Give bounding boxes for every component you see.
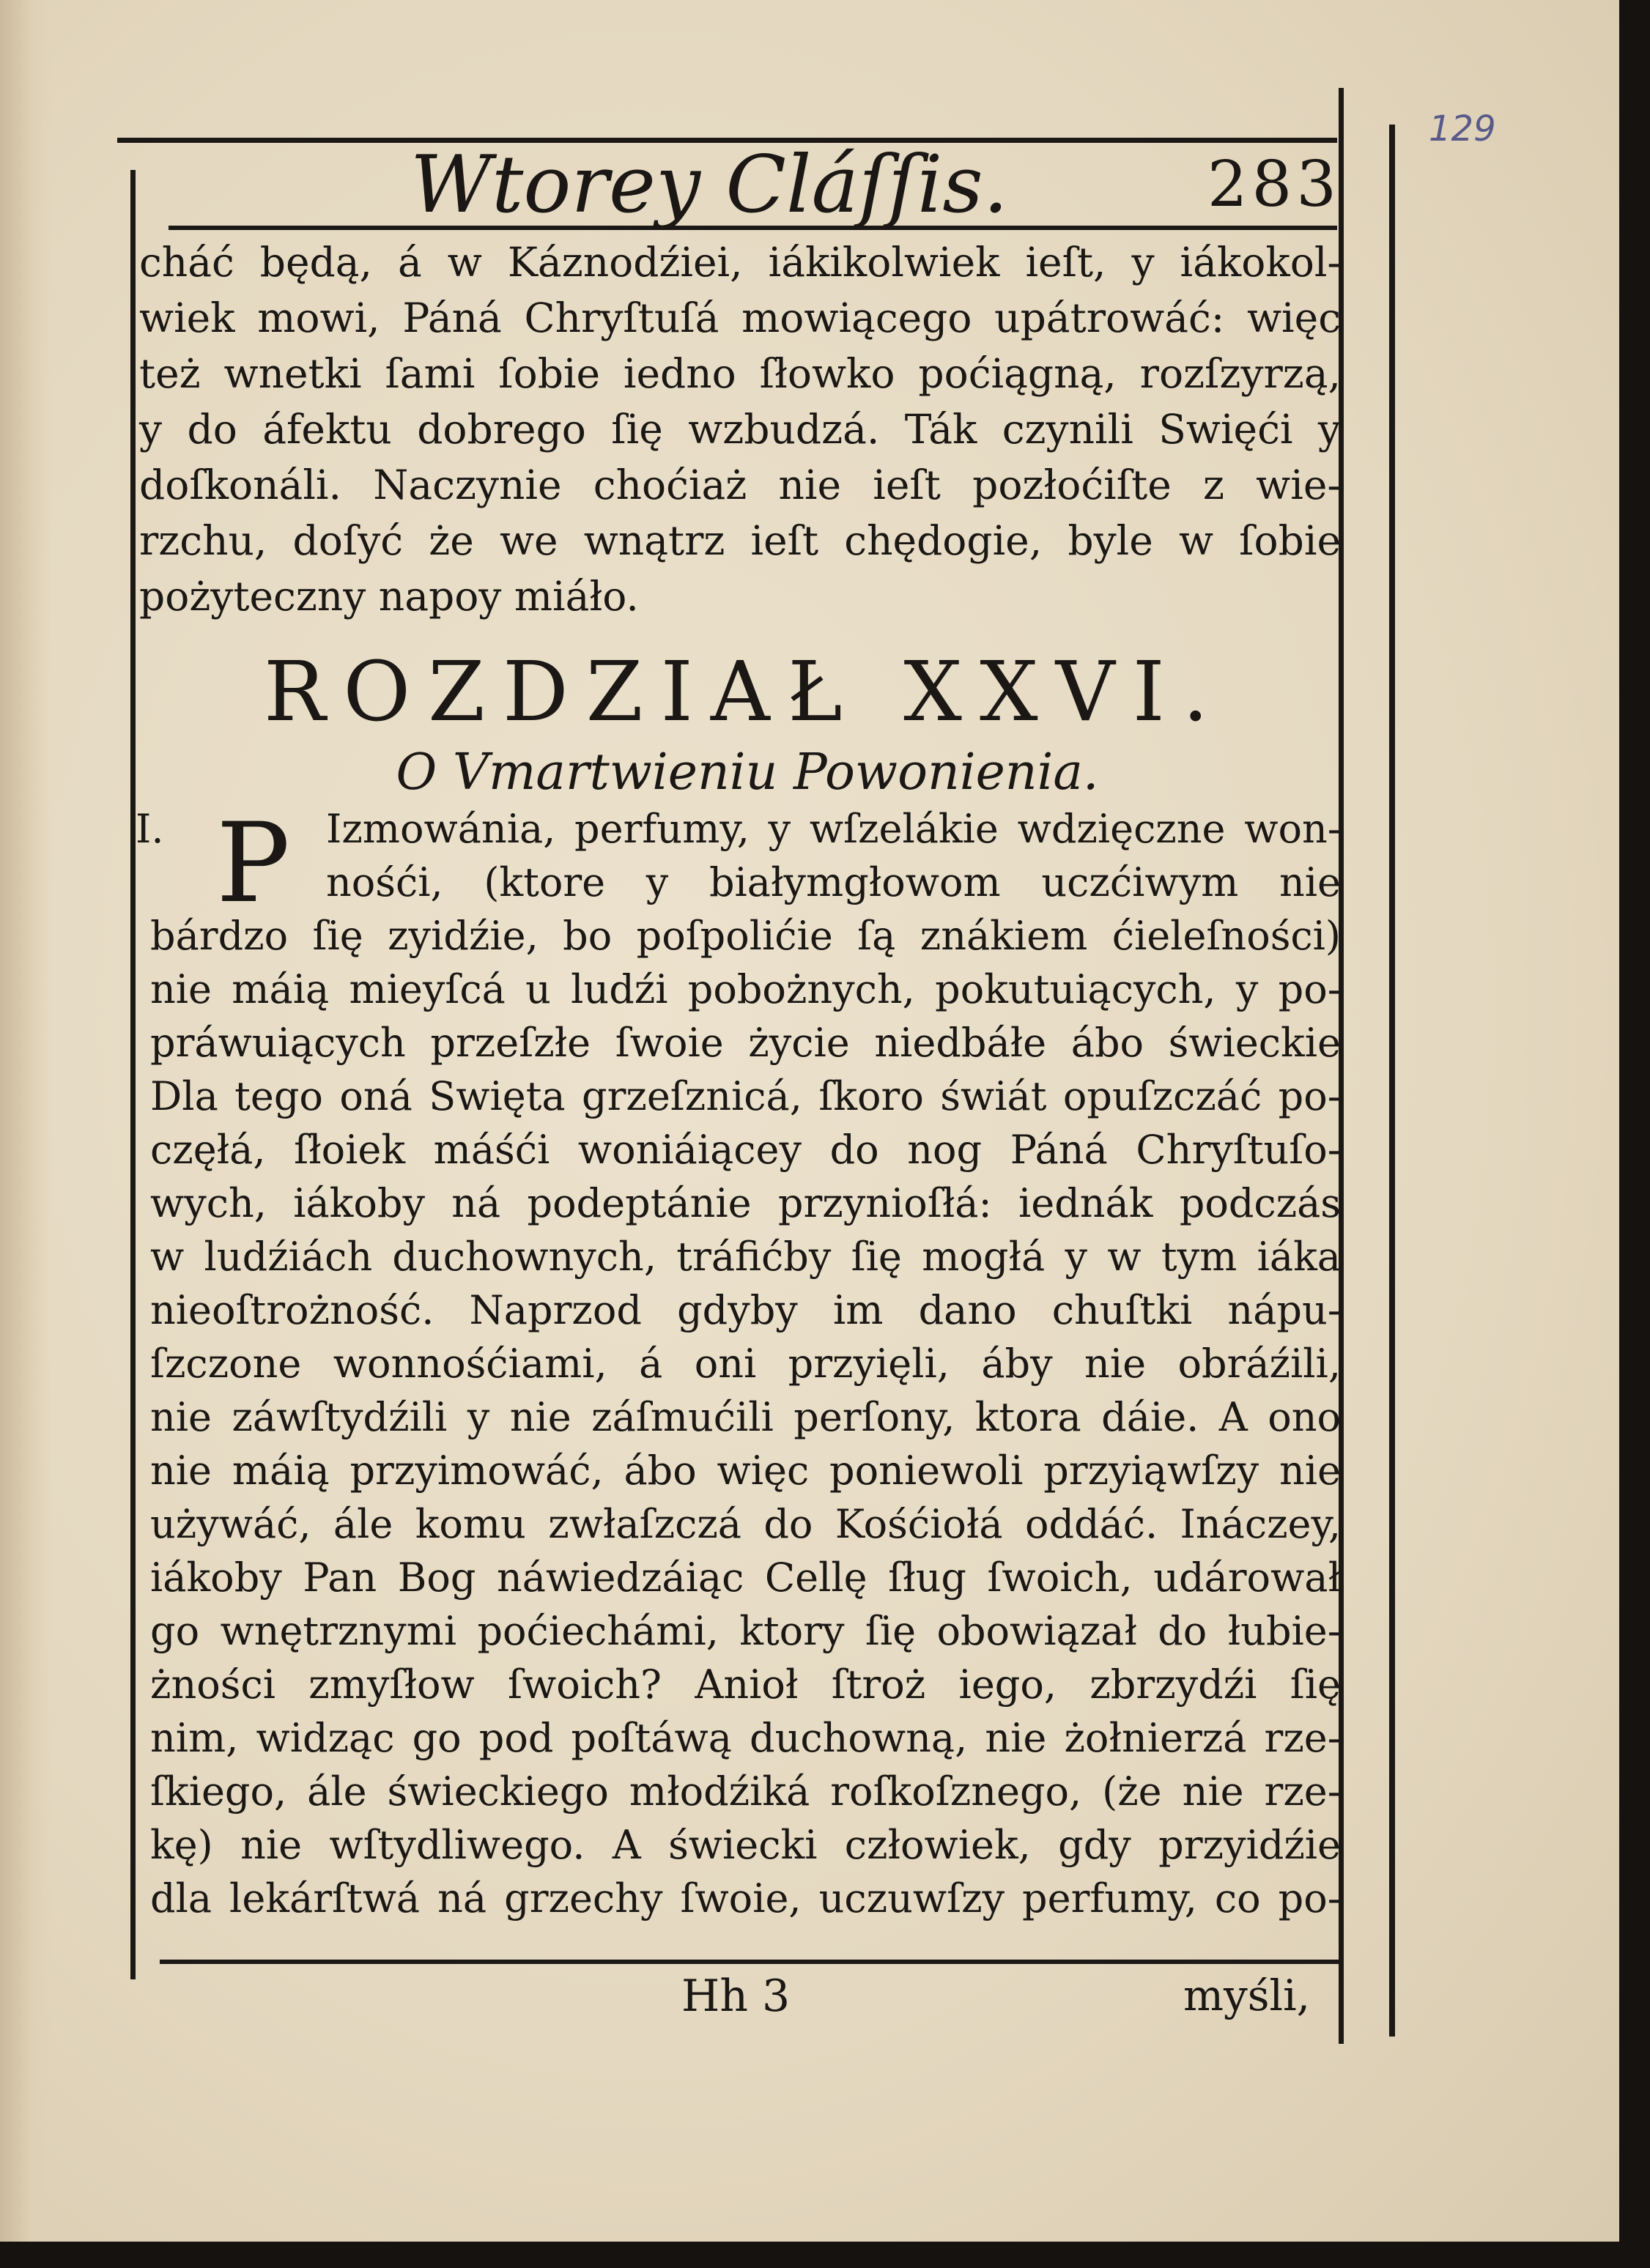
folio-annotation: 129	[1429, 108, 1496, 149]
chapter-heading: ROZDZIAŁ XXVI.	[264, 645, 1227, 740]
text-line: używáć, ále komu zwłaſzczá do Kośćiołá oddáć. Ináczey,	[150, 1501, 1341, 1547]
drop-capital: P	[216, 800, 290, 927]
text-line: ſzczone wonnośćiami, á oni przyięli, áby nie obráźili,	[150, 1341, 1341, 1387]
text-line: nośći, (ktore y białymgłowom uczćiwym nie	[326, 859, 1341, 905]
text-line: go wnętrznymi poćiechámi, ktory ſię obowiązał do łubie-	[150, 1608, 1341, 1654]
text-line: w ludźiách duchownych, tráfićby ſię mogłá y w tym iáka	[150, 1234, 1341, 1280]
text-line: nieoſtrożność. Naprzod gdyby im dano chuſtki nápu-	[150, 1287, 1341, 1333]
text-line: częłá, ſłoiek máśći woniáiącey do nog Páná Chryſtuſo-	[150, 1127, 1341, 1173]
continued-text	[139, 234, 1341, 624]
text-line: żności zmyſłow ſwoich? Anioł ſtroż iego, zbrzydźi ſię	[150, 1661, 1341, 1708]
text-line: wiek mowi, Páná Chryſtuſá mowiącego upátrowáć: więc	[139, 294, 1341, 341]
text-line: nim, widząc go pod poſtáwą duchowną, nie żołnierzá rze-	[150, 1715, 1341, 1761]
text-line: dla lekárſtwá ná grzechy ſwoie, uczuwſzy perfumy, co po-	[150, 1875, 1341, 1922]
paragraph	[136, 800, 1341, 1925]
text-line: nie máią mieyſcá u ludźi pobożnych, pokutuiących, y po-	[150, 966, 1341, 1012]
text-line: y do áfektu dobrego ſię wzbudzá. Ták czynili Swięći y	[139, 406, 1341, 453]
page-number: 283	[1207, 148, 1341, 221]
text-line: iákoby Pan Bog náwiedzáiąc Cellę ſług ſwoich, udárował	[150, 1554, 1341, 1601]
text-line: cháć będą, á w Káznodźiei, iákikolwiek ieſt, y iákokol-	[139, 239, 1341, 286]
text-line: kę) nie wſtydliwego. A świecki człowiek, gdy przyidźie	[150, 1822, 1341, 1868]
text-line: wych, iákoby ná podeptánie przynioſłá: iednák podczás	[150, 1180, 1341, 1226]
text-line: Dla tego oná Swięta grzeſznicá, ſkoro świát opuſzczáć po-	[150, 1073, 1341, 1119]
page-gutter	[0, 0, 51, 2242]
left-frame-rule	[130, 170, 136, 1979]
chapter-subtitle: O Vmartwieniu Powonienia.	[396, 744, 1099, 801]
text-line: pożyteczny napoy miáło.	[139, 573, 639, 620]
text-line: nie záwſtydźili y nie záſmućili perſony, ktora dáie. A ono	[150, 1394, 1341, 1440]
running-header	[410, 139, 1341, 231]
outer-frame-rule	[1389, 125, 1395, 2037]
text-line: bárdzo ſię zyidźie, bo poſpolićie ſą znákiem ćieleſności)	[150, 913, 1341, 959]
footer-rule	[160, 1960, 1341, 1964]
text-line: Izmowánia, perfumy, y wſzelákie wdzięczne won-	[326, 806, 1341, 852]
text-line: też wnetki ſami ſobie iedno ſłowko poćiągną, rozſzyrzą,	[139, 350, 1341, 397]
text-line: doſkonáli. Naczynie choćiaż nie ieſt pozłoćiſte z wie-	[139, 462, 1341, 508]
catchword: myśli,	[1183, 1971, 1311, 2020]
running-title: Wtorey Cláſſis.	[410, 139, 1009, 231]
text-line: práwuiących przeſzłe ſwoie życie niedbáłe ábo świeckie	[150, 1020, 1341, 1066]
text-line: ſkiego, ále świeckiego młodźiká roſkoſznego, (że nie rze-	[150, 1768, 1341, 1815]
text-line: rzchu, doſyć że we wnątrz ieſt chędogie, byle w ſobie	[139, 517, 1341, 564]
signature-mark: Hh 3	[681, 1971, 791, 2022]
paragraph-number: I.	[136, 806, 164, 852]
text-line: nie máią przyimowáć, ábo więc poniewoli przyiąwſzy nie	[150, 1448, 1341, 1494]
